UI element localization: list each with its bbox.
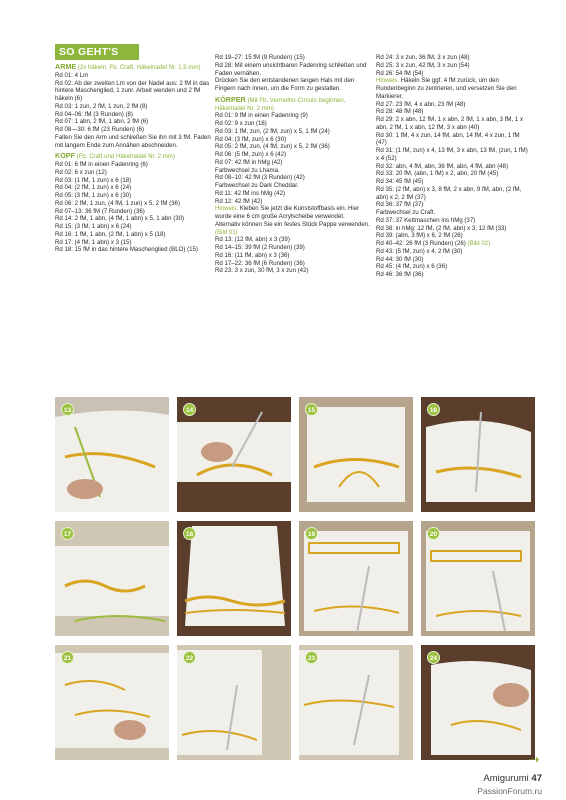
page-number: 47 [531, 773, 542, 784]
hint-paragraph [376, 77, 532, 100]
text-line: Rd 13: (12 fM, abn) x 3 (39) [215, 236, 290, 244]
crochet-photo [299, 397, 413, 512]
text-line: Rd 15: (3 fM, 1 abn) x 6 (24) [55, 223, 132, 230]
photo-step [299, 521, 413, 636]
crochet-photo [177, 397, 291, 512]
text-line: Rd 28: Mit einem unsichtbaren Fadenring schließen und Faden vernähen. [215, 61, 367, 77]
text-line: Rd 16: (11 fM, abn) x 3 (36) [215, 251, 290, 259]
text-line: Rd 34: 45 fM (45) [376, 178, 424, 185]
text-line: Rd 08–10: 42 fM (3 Runden) (42) [215, 174, 305, 182]
step-badge: 19 [305, 527, 318, 540]
step-badge: 14 [183, 403, 196, 416]
text-line: Rd 12: 42 fM (42) [215, 197, 263, 205]
text-line: Rd 24: 3 x zun, 36 fM, 3 x zun (48) [376, 54, 470, 61]
step-badge: 20 [427, 527, 440, 540]
text-line: Rd 07: 42 fM in hMg (42) [215, 158, 283, 166]
text-line: Rd 02: 9 x zun (18) [215, 120, 267, 127]
hint-text: Häkeln Sie ggf. 4 fM zurück, um den Rundenbeginn zu zentrieren, und versetzen Sie den Markierer. [376, 77, 517, 100]
step-badge: 18 [183, 527, 196, 540]
text-line: Rd 44: 30 fM (30) [376, 255, 424, 263]
text-line: Rd 11: 42 fM ins hMg (42) [215, 189, 285, 197]
crochet-photo [421, 397, 535, 512]
text-line: Rd 29: 2 x abn, 12 fM, 1 x abn, 2 fM, 1 x abn, 3 fM, 1 x abn, 2 fM, 1 x abn, 12 fM, 3 x abn (40) [376, 116, 524, 131]
text-line: Rd 02: Ab der zweiten Lm von der Nadel aus: 2 fM in das hintere Maschenglied, 1 zunr. Arbeit wenden und 2 fM häkeln (6) [55, 79, 210, 102]
step-badge: 15 [305, 403, 318, 416]
photo-step [299, 645, 413, 760]
text-line: Rd 04: (2 fM, 1 zun) x 6 (24) [55, 184, 132, 192]
text-line: Rd 19–27: 15 fM (9 Runden) (15) [215, 54, 305, 61]
koerper-subtitle: (Mit Fb. Vermelho-Círculo beginnen, Häkelnadel Nr. 2 mm) [215, 96, 346, 112]
crochet-photo [55, 521, 169, 636]
magazine-name: Amigurumi [483, 773, 529, 784]
arme-subtitle: (2x häkeln, Fb. Craft, Häkelnadel Nr. 1,5 mm) [77, 64, 201, 71]
koerper-title: KÖRPER [215, 94, 246, 104]
step-badge: 16 [427, 403, 440, 416]
photo-step [177, 645, 291, 760]
crochet-photo [177, 521, 291, 636]
step-badge: 24 [427, 651, 440, 664]
hint-text: Kleben Sie jetzt die Kunststoffbasis ein. Hier wurde eine 6 cm große Acrylscheibe verwendet. Alternativ können Sie ein festes Stück Pappe verwenden. [215, 205, 370, 228]
crochet-photo [299, 521, 413, 636]
text-line: Rd 01: 4 Lm [55, 71, 89, 79]
crochet-photo [177, 645, 291, 760]
text-line: Rd 03: 1 fM, zun, (2 fM, zun) x 5, 1 fM (24) [215, 127, 330, 135]
page-number-line [483, 773, 542, 784]
kopf-title: KOPF [55, 151, 75, 161]
hint-label: Hinweis: [376, 77, 400, 85]
crochet-photo [299, 645, 413, 760]
hint-label: Hinweis: [215, 205, 239, 213]
text-line: Rd 45: (4 fM, zun) x 6 (36) [376, 263, 448, 271]
photo-step [421, 521, 535, 636]
text-line: Rd 06: (5 fM, zun) x 6 (42) [215, 151, 287, 158]
text-line: Rd 16: 1 fM, 1 abn, (2 fM, 1 abn) x 5 (18) [55, 230, 166, 238]
column-1 [55, 44, 211, 254]
kopf-lines [55, 161, 211, 254]
step-badge: 23 [305, 651, 318, 664]
arme-lines [55, 72, 211, 150]
text-line: Rd 04: (3 fM, zun) x 6 (30) [215, 135, 287, 143]
text-line: Rd 07–13: 36 fM (7 Runden) (36) [55, 207, 145, 215]
text-line: Rd 31: (1 fM, zun) x 4, 13 fM, 3 x abn, 13 fM, (zun, 1 fM) x 4 (52) [376, 147, 528, 162]
photo-step [177, 397, 291, 512]
text-line: Rd 30: 1 fM, 4 x zun, 14 fM, abn, 14 fM, 4 x zun, 1 fM (47) [376, 131, 520, 147]
text-line: Rd 08—30: 6 fM (23 Runden) (6) [55, 126, 145, 133]
photo-step [421, 645, 535, 760]
text-line: Falten Sie den Arm und schließen Sie ihn mit 3 fM. Faden mit langem Ende zum Annähen abschneiden. [55, 133, 211, 149]
kopf-subtitle: (Fb. Craft und Häkelnadel Nr. 2 mm) [76, 153, 175, 161]
crochet-photo [421, 645, 535, 760]
photo-step [55, 645, 169, 760]
instructions-columns [55, 44, 547, 389]
text-line: Rd 05: (3 fM, 1 zun) x 6 (30) [55, 192, 132, 199]
text-line: Farbwechsel zu Lhama. [215, 166, 280, 174]
text-line: Rd 37: 37 Kettmaschen ins hMg (37) [376, 216, 476, 224]
step-badge: 21 [61, 651, 74, 664]
text-line: Rd 04–06: fM (3 Runden) (8) [55, 110, 133, 118]
image-ref: (Bild 01) [215, 228, 238, 236]
text-line: Rd 17: (4 fM, 1 abn) x 3 (15) [55, 238, 132, 246]
text-line [376, 240, 532, 248]
hint-paragraph [215, 205, 371, 236]
photo-step [55, 521, 169, 636]
text-line: Rd 23: 3 x zun, 30 fM, 3 x zun (42) [215, 267, 309, 275]
text-line: Rd 28: 48 fM (48) [376, 108, 424, 116]
text-line: Farbwechsel zu Dark Cheddar. [215, 182, 299, 189]
text-line: Rd 33: 20 fM, (abn, 1 fM) x 2, abn, 20 fM (45) [376, 170, 499, 178]
text-line: Rd 36: 37 fM (37) [376, 201, 424, 209]
text-line: Rd 25: 3 x zun, 42 fM, 3 x zun (54) [376, 61, 470, 69]
text-line: Rd 39: (abn, 3 fM) x 6, 2 fM (26) [376, 232, 463, 240]
image-ref: (Bild 02) [467, 240, 491, 247]
text-line: Rd 01: 9 fM in einen Fadenring (9) [215, 112, 308, 120]
text-line: Rd 46: 36 fM (36) [376, 271, 424, 278]
section-heading: SO GEHT'S [55, 44, 139, 60]
crochet-photo [421, 521, 535, 636]
text-line: Rd 03: (1 fM, 1 zun) x 6 (18) [55, 176, 132, 184]
text-line: Rd 03: 1 zun, 2 fM, 1 zun, 2 fM (8) [55, 102, 148, 110]
text-line: Rd 14–15: 39 fM (2 Runden) (39) [215, 244, 305, 251]
photo-step [55, 397, 169, 512]
text-line: Rd 17–22: 36 fM (6 Runden) (36) [215, 259, 305, 267]
text-line: Rd 43: (5 fM, zun) x 4, 2 fM (30) [376, 247, 463, 255]
text-line: Rd 27: 23 fM, 4 x abn, 23 fM (48) [376, 100, 466, 108]
crochet-photo [55, 645, 169, 760]
arrow-right-icon: ➝ [528, 751, 540, 767]
text-line: Rd 26: 54 fM (54) [376, 69, 424, 77]
text-line: Rd 07: 1 abn, 2 fM, 1 abn, 2 fM (6) [55, 118, 149, 126]
text-line: Rd 18: 15 fM in das hintere Maschenglied (BLO) (15) [55, 246, 198, 254]
column-3 [376, 54, 532, 279]
text-line: Rd 05: 2 fM, zun, (4 fM, zun) x 5, 2 fM (36) [215, 143, 330, 151]
arme-title: ARME [55, 62, 77, 71]
text-line: Farbwechsel zu Craft. [376, 209, 436, 216]
site-watermark: PassionForum.ru [477, 786, 542, 796]
text-line: Rd 32: abn, 4 fM, abn, 36 fM, abn, 4 fM, abn (48) [376, 162, 509, 170]
crochet-photo [55, 397, 169, 512]
step-badge: 13 [61, 403, 74, 416]
text-line: Rd 06: 2 fM, 1 zun, (4 fM, 1 zun) x 5, 2 fM (36) [55, 199, 180, 207]
text-line: Rd 35: (2 fM, abn) x 3, 8 fM, 2 x abn, 9 fM, abn, (2 fM, abn) x 2, 2 fM (37) [376, 185, 522, 201]
column-2 [215, 54, 371, 275]
text-line: Rd 38: in hMg: 12 fM, (2 fM, abn) x 3, 12 fM (33) [376, 224, 507, 232]
photo-step [299, 397, 413, 512]
step-badge: 22 [183, 651, 196, 664]
text-line: Drücken Sie den entstandenen langen Hals mit den Fingern nach innen, um die Form zu gestalten. [215, 77, 355, 92]
step-badge: 17 [61, 527, 74, 540]
text-line: Rd 02: 6 x zun (12) [55, 168, 107, 176]
photo-step [177, 521, 291, 636]
photo-step [421, 397, 535, 512]
rd40-text: Rd 40–42: 26 fM (3 Runden) (26) [376, 240, 468, 247]
text-line: Rd 14: 2 fM, 1 abn, (4 fM, 1 abn) x 5, 1 abn (30) [55, 215, 185, 223]
text-line: Rd 01: 6 fM in einen Fadenring (6) [55, 161, 148, 168]
